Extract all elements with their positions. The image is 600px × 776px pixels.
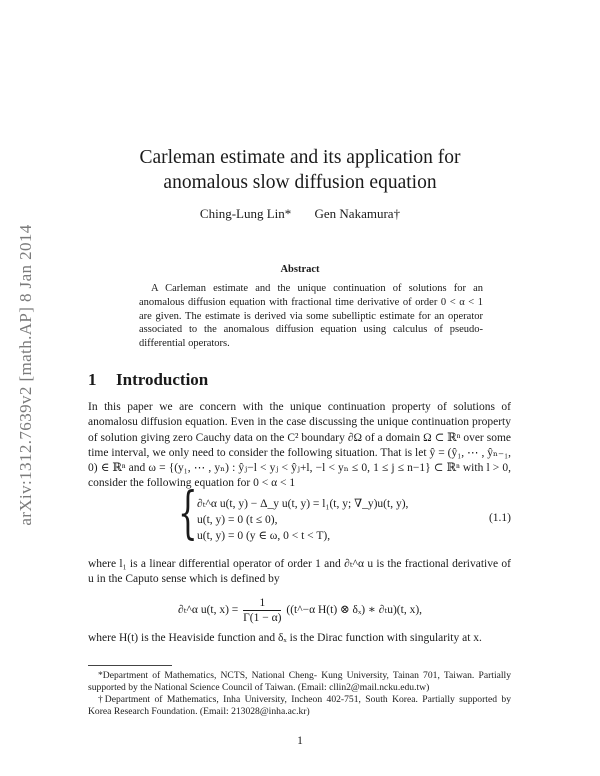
- caputo-lhs: ∂ₜ^α u(t, x) =: [178, 604, 239, 617]
- arxiv-identifier-text: arXiv:1312.7639v2 [math.AP] 8 Jan 2014: [16, 224, 35, 526]
- footnote-1: *Department of Mathematics, NCTS, National Cheng- Kung University, Tainan 701, Taiwan. Partially supported by the National Science Council of Taiwan. (Email: cllin2@mail.ncku.edu.tw): [88, 670, 511, 694]
- paper-title: [0, 145, 600, 195]
- caputo-numerator: 1: [243, 596, 281, 611]
- equation-system: [183, 496, 408, 544]
- title-line-2: anomalous slow diffusion equation: [163, 172, 437, 193]
- footnote-2: †Department of Mathematics, Inha University, Incheon 402-751, South Korea. Partially supported by Korea Research Foundation. (Email: 213028@inha.ac.kr): [88, 694, 511, 718]
- author-1: Ching-Lung Lin*: [199, 206, 292, 221]
- equation-number: (1.1): [488, 512, 511, 524]
- arxiv-identifier: [6, 190, 46, 560]
- intro-paragraph: In this paper we are concern with the unique continuation property of solutions of anomalosu diffusion equation. Even in the case discussing the unique continuation property of solution giving zero Cauchy data on the C² boundary ∂Ω of a domain Ω ⊂ ℝⁿ over some time interval, we only need to consider the following situation. That is let ŷ = (ŷ₁, ⋯ , ŷₙ₋₁, 0) ∈ ℝⁿ and ω = {(y₁, ⋯ , yₙ) : ŷⱼ−l < yⱼ < ŷⱼ+l, −l < yₙ ≤ 0, 1 ≤ j ≤ n−1} ⊂ ℝⁿ with l > 0, consider the following equation for 0 < α < 1: [88, 401, 511, 490]
- footnote-rule: [88, 665, 172, 666]
- heaviside-paragraph: where H(t) is the Heaviside function and δₓ is the Dirac function with singularity at x.: [88, 632, 482, 644]
- title-line-1: Carleman estimate and its application for: [139, 147, 461, 168]
- caputo-paragraph: where l₁ is a linear differential operator of order 1 and ∂ₜ^α u is the fractional derivative of u in the Caputo sense which is defined by: [88, 558, 511, 586]
- page-number: 1: [297, 735, 303, 747]
- equation-line-3: u(t, y) = 0 (y ∈ ω, 0 < t < T),: [197, 530, 331, 542]
- caputo-rhs: ((t^−α H(t) ⊗ δₓ) ∗ ∂ₜu)(t, x),: [286, 604, 423, 617]
- section-heading: [88, 370, 208, 390]
- caputo-denominator: Γ(1 − α): [243, 612, 282, 624]
- section-number: 1: [88, 370, 97, 389]
- equation-line-1: ∂ₜ^α u(t, y) − Δ_y u(t, y) = l₁(t, y; ∇_y)u(t, y),: [197, 498, 409, 510]
- equation-line-2: u(t, y) = 0 (t ≤ 0),: [197, 514, 278, 526]
- caputo-fraction: [243, 596, 281, 625]
- caputo-definition: [178, 596, 422, 625]
- section-title: Introduction: [116, 370, 209, 389]
- abstract-text: A Carleman estimate and the unique continuation of solutions for an anomalous diffusion equation with fractional time derivative of order 0 < α < 1 are given. The estimate is derived via some subelliptic estimate for an operator associated to the anomalous diffusion equation using calculus of pseudo-differential operators.: [139, 283, 483, 350]
- author-2: Gen Nakamura†: [314, 206, 401, 221]
- equation-brace: {: [178, 481, 198, 546]
- authors: [0, 206, 600, 222]
- abstract-heading: Abstract: [280, 264, 320, 275]
